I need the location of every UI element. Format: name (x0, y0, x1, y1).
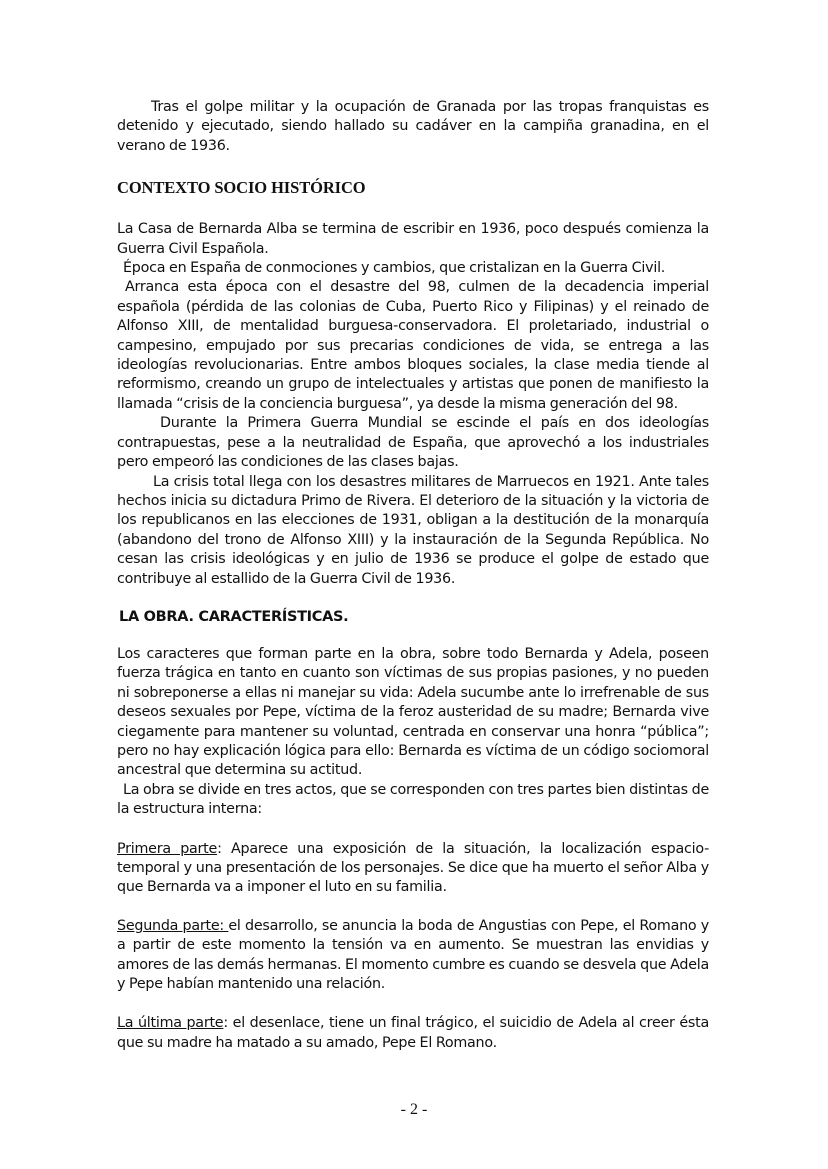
intro-paragraph: Tras el golpe militar y la ocupación de Granada por las tropas franquistas es detenido y ejecutado, siendo hallado su cadáver en la campiña granadina, en el verano de 1936. (117, 99, 709, 154)
parte-segunda-text: el desarrollo, se anuncia la boda de Angustias con Pepe, el Romano y a partir de este momento la tensión va en aumento. Se muestran las envidias y amores de las demás hermanas. El momento cumbre es cuando se desvela que Adela y Pepe habían mantenido una relación. (117, 917, 709, 993)
obra-paragraph-2: La obra se divide en tres actos, que se corresponden con tres partes bien distintas de la estructura interna: (117, 781, 709, 818)
parte-segunda (117, 917, 709, 995)
contexto-paragraph-4: Durante la Primera Guerra Mundial se escinde el país en dos ideologías contrapuestas, pese a la neutralidad de España, que aprovechó a los industriales pero empeoró las condiciones de las clases bajas. (117, 415, 709, 471)
parte-ultima (117, 1014, 709, 1053)
parte-primera (117, 840, 709, 898)
parte-primera-label: Primera parte (117, 840, 218, 857)
section-heading-contexto: CONTEXTO SOCIO HISTÓRICO (117, 178, 366, 198)
page-number: - 2 - (400, 1101, 428, 1118)
contexto-paragraph-3: Arranca esta época con el desastre del 98, culmen de la decadencia imperial española (pérdida de las colonias de Cuba, Puerto Rico y Filipinas) y el reinado de Alfonso XIII, de mentalidad burguesa-conservadora. El proletariado, industrial o campesino, empujado por sus precarias condiciones de vida, se entrega a las ideologías revolucionarias. Entre ambos bloques sociales, la clase media tiende al reformismo, creando un grupo de intelectuales y artistas que ponen de manifiesto la llamada “crisis de la conciencia burguesa”, ya desde la misma generación del 98. (117, 279, 709, 412)
contexto-paragraph-5: La crisis total llega con los desastres militares de Marruecos en 1921. Ante tales hechos inicia su dictadura Primo de Rivera. El deterioro de la situación y la victoria de los republicanos en las elecciones de 1931, obligan a la destitución de la monarquía (abandono del trono de Alfonso XIII) y la instauración de la Segunda República. No cesan las crisis ideológicas y en julio de 1936 se produce el golpe de estado que contribuye al estallido de la Guerra Civil de 1936. (117, 473, 709, 587)
parte-segunda-label: Segunda parte: (117, 917, 229, 934)
contexto-paragraph-1: La Casa de Bernarda Alba se termina de escribir en 1936, poco después comienza la Guerra Civil Española. (117, 221, 709, 257)
document-body (117, 98, 709, 1053)
obra-paragraph-1: Los caracteres que forman parte en la obra, sobre todo Bernarda y Adela, poseen fuerza trágica en tanto en cuanto son víctimas de sus propias pasiones, y no pueden ni sobreponerse a ellas ni manejar su vida: Adela sucumbe ante lo irrefrenable de sus deseos sexuales por Pepe, víctima de la feroz austeridad de su madre; Bernarda vive ciegamente para mantener su voluntad, centrada en conservar una honra “pública”; pero no hay explicación lógica para ello: Bernarda es víctima de un código sociomoral ancestral que determina su actitud. (117, 645, 709, 779)
parte-primera-text: : Aparece una exposición de la situación, la localización espacio-temporal y una presentación de los personajes. Se dice que ha muerto el señor Alba y que Bernarda va a imponer el luto en su familia. (117, 840, 709, 896)
section-heading-obra: LA OBRA. CARACTERÍSTICAS. (119, 608, 349, 625)
parte-ultima-label: La última parte (117, 1015, 224, 1032)
contexto-paragraph-2: Época en España de conmociones y cambios, que cristalizan en la Guerra Civil. (123, 260, 666, 277)
parte-ultima-text: : el desenlace, tiene un final trágico, el suicidio de Adela al creer ésta que su madre ha matado a su amado, Pepe El Romano. (117, 1015, 709, 1051)
